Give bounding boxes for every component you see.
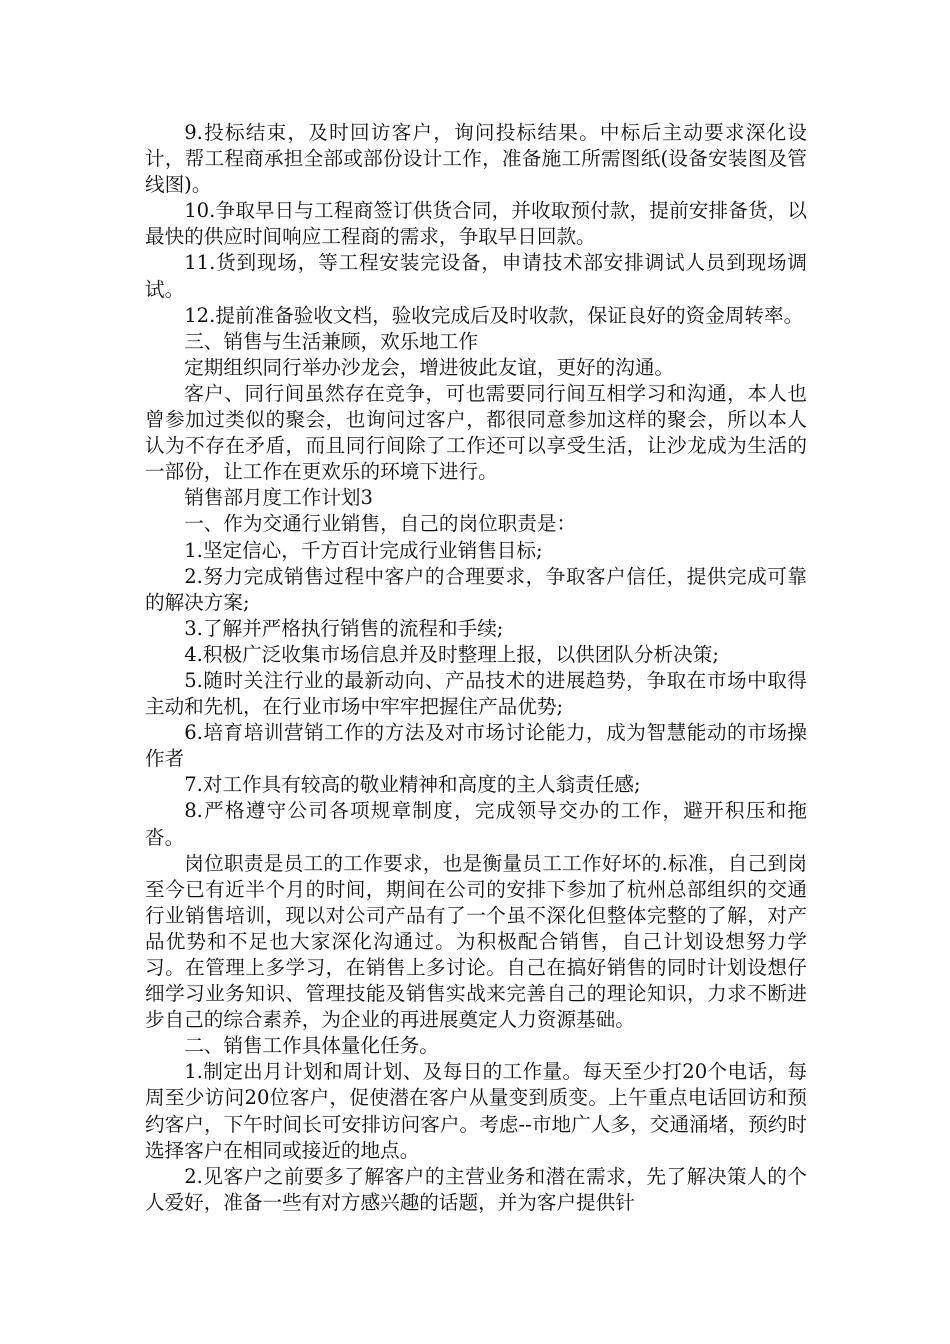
paragraph: 7.对工作具有较高的敬业精神和高度的主人翁责任感; — [184, 773, 641, 797]
paragraph: 2.努力完成销售过程中客户的合理要求，争取客户信任，提供完成可靠的解决方案; — [145, 564, 807, 614]
paragraph: 1.制定出月计划和周计划、及每日的工作量。每天至少打20个电话，每周至少访问20位客户，促使潜在客户从量变到质变。上午重点电话回访和预约客户，下午时间长可安排访问客户。考虑--市地广人多，交通涌堵，预约时选择客户在相同或接近的地点。 — [145, 1060, 807, 1162]
paragraph: 9.投标结束，及时回访客户，询问投标结果。中标后主动要求深化设计，帮工程商承担全部或部份设计工作，准备施工所需图纸(设备安装图及管线图)。 — [145, 121, 807, 197]
paragraph: 3.了解并严格执行销售的流程和手续; — [184, 616, 504, 640]
section-heading: 二、销售工作具体量化任务。 — [184, 1034, 439, 1058]
paragraph: 4.积极广泛收集市场信息并及时整理上报，以供团队分析决策; — [184, 642, 719, 666]
paragraph: 6.培育培训营销工作的方法及对市场讨论能力，成为智慧能动的市场操作者 — [145, 721, 807, 771]
paragraph: 5.随时关注行业的最新动向、产品技术的进展趋势，争取在市场中取得主动和先机，在行业市场中牢牢把握住产品优势; — [145, 668, 807, 719]
section-heading: 一、作为交通行业销售，自己的岗位职责是： — [184, 512, 577, 536]
paragraph: 8.严格遵守公司各项规章制度，完成领导交办的工作，避开积压和拖沓。 — [145, 799, 807, 849]
paragraph: 定期组织同行举办沙龙会，增进彼此友谊，更好的沟通。 — [184, 355, 675, 379]
plan-title: 销售部月度工作计划3 — [184, 486, 373, 510]
paragraph: 1.坚定信心，千方百计完成行业销售目标; — [184, 538, 543, 562]
paragraph: 客户、同行间虽然存在竞争，可也需要同行间互相学习和沟通，本人也曾参加过类似的聚会，也询问过客户，都很同意参加这样的聚会，所以本人认为不存在矛盾，而且同行间除了工作还可以享受生活，让沙龙成为生活的一部份，让工作在更欢乐的环境下进行。 — [145, 381, 807, 484]
paragraph: 11.货到现场，等工程安装完设备，申请技术部安排调试人员到现场调试。 — [145, 251, 807, 301]
paragraph: 岗位职责是员工的工作要求，也是衡量员工工作好坏的.标准，自己到岗至今已有近半个月的时间，期间在公司的安排下参加了杭州总部组织的交通行业销售培训，现以对公司产品有了一个虽不深化但整体完整的了解，对产品优势和不足也大家深化沟通过。为积极配合销售，自己计划设想努力学习。在管理上多学习，在销售上多讨论。自己在搞好销售的同时计划设想仔细学习业务知识、管理技能及销售实战来完善自己的理论知识，力求不断进步自己的综合素养，为企业的再进展奠定人力资源基础。 — [145, 851, 807, 1032]
document-body — [145, 120, 807, 1216]
paragraph: 2.见客户之前要多了解客户的主营业务和潜在需求，先了解决策人的个人爱好，准备一些有对方感兴趣的话题，并为客户提供针 — [145, 1164, 807, 1214]
paragraph: 12.提前准备验收文档，验收完成后及时收款，保证良好的资金周转率。 — [184, 303, 804, 327]
paragraph: 10.争取早日与工程商签订供货合同，并收取预付款，提前安排备货，以最快的供应时间响应工程商的需求，争取早日回款。 — [145, 199, 807, 249]
section-heading: 三、销售与生活兼顾，欢乐地工作 — [184, 329, 479, 353]
